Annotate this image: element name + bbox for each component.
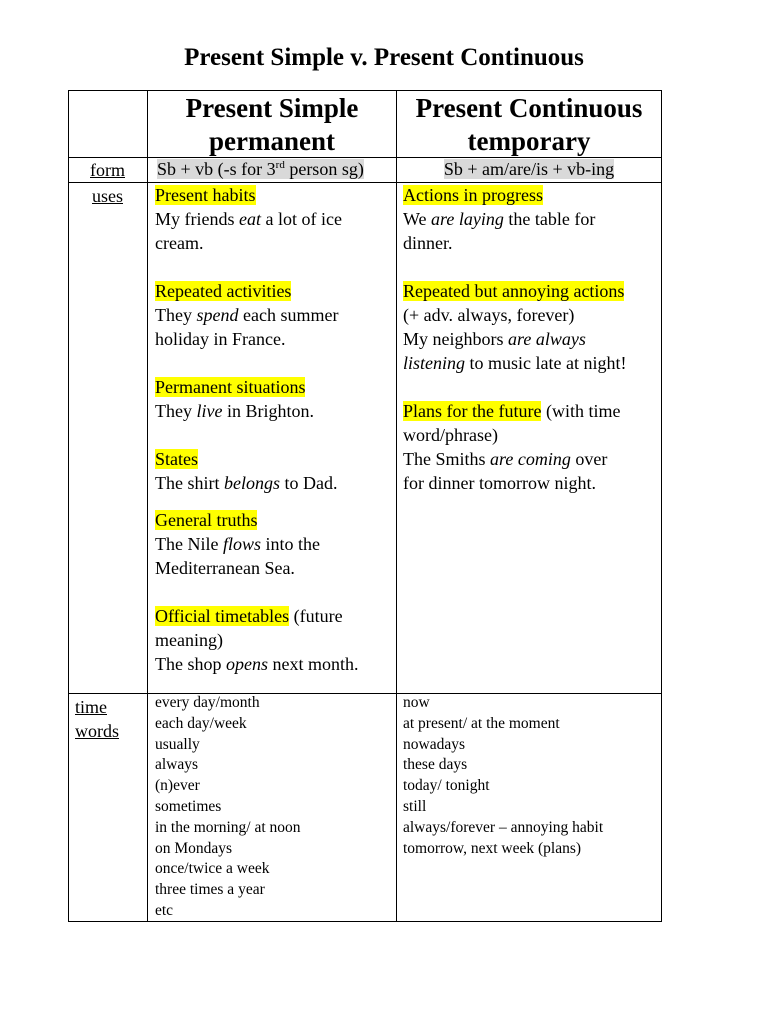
table-border-right — [661, 90, 662, 922]
use-item: Official timetables (future meaning) The shop opens next month. — [155, 606, 359, 674]
time-word: once/twice a week — [155, 860, 270, 878]
table-divider-col1 — [147, 90, 148, 922]
time-word: each day/week — [155, 714, 247, 732]
time-word: nowadays — [403, 735, 465, 753]
time-word: etc — [155, 901, 174, 919]
use-example-cont: listening to music late at night! — [403, 353, 627, 373]
form-simple-text: Sb + vb (-s for 3rd person sg) — [157, 159, 364, 179]
time-word: on Mondays — [155, 839, 233, 857]
form-continuous — [397, 158, 661, 180]
use-example: The Nile flows into the — [155, 534, 320, 554]
header-simple-subtitle: permanent — [209, 126, 335, 156]
row-label-form: form — [90, 160, 125, 180]
time-word: usually — [155, 735, 200, 753]
form-continuous-text: Sb + am/are/is + vb-ing — [443, 159, 615, 179]
use-example-cont: for dinner tomorrow night. — [403, 473, 596, 493]
use-heading: Official timetables — [155, 606, 290, 626]
time-words-simple — [155, 693, 301, 922]
time-word: (n)ever — [155, 777, 200, 795]
use-example-cont: cream. — [155, 233, 204, 253]
header-continuous-subtitle: temporary — [467, 126, 591, 156]
use-item — [403, 279, 626, 375]
row-label-uses: uses — [92, 186, 123, 206]
time-word: tomorrow, next week (plans) — [403, 839, 582, 857]
use-example-cont: Mediterranean Sea. — [155, 558, 295, 578]
use-heading: General truths — [155, 510, 258, 530]
use-heading: States — [155, 449, 198, 469]
use-example: They live in Brighton. — [155, 401, 314, 421]
uses-continuous — [403, 183, 626, 495]
use-item — [403, 183, 626, 255]
form-simple — [157, 158, 364, 180]
time-word: always/forever – annoying habit — [403, 818, 604, 836]
use-example-cont: The shop opens next month. — [155, 654, 359, 674]
table-border-top — [68, 90, 662, 91]
use-item — [155, 375, 359, 423]
use-item — [155, 183, 359, 255]
use-example: The shirt belongs to Dad. — [155, 473, 338, 493]
time-word: today/ tonight — [403, 777, 490, 795]
use-item — [155, 279, 359, 351]
header-present-continuous — [397, 92, 661, 158]
use-heading: Permanent situations — [155, 377, 306, 397]
row-label-time-words: time words — [75, 697, 119, 741]
use-note: word/phrase) — [403, 425, 498, 445]
use-example: meaning) — [155, 630, 223, 650]
use-example: We are laying the table for — [403, 209, 596, 229]
time-words-continuous — [403, 693, 603, 859]
use-heading: Present habits — [155, 185, 256, 205]
header-simple-title: Present Simple — [185, 93, 359, 123]
use-example: My friends eat a lot of ice — [155, 209, 342, 229]
use-heading: Plans for the future — [403, 401, 542, 421]
header-continuous-title: Present Continuous — [415, 93, 643, 123]
time-word: these days — [403, 756, 468, 774]
time-word: always — [155, 756, 199, 774]
time-word: sometimes — [155, 797, 222, 815]
use-example-cont: holiday in France. — [155, 329, 286, 349]
header-present-simple — [148, 92, 396, 158]
use-item — [155, 508, 359, 580]
time-word: still — [403, 797, 427, 815]
use-item — [155, 447, 359, 495]
use-item: Plans for the future (with time word/phrase) The Smiths are coming over for dinner tomorrow night. — [403, 399, 626, 495]
table-divider-col2 — [396, 90, 397, 922]
time-word: in the morning/ at noon — [155, 818, 301, 836]
use-example-cont: dinner. — [403, 233, 453, 253]
use-heading: Repeated but annoying actions — [403, 281, 625, 301]
page-title: Present Simple v. Present Continuous — [184, 44, 584, 71]
uses-simple — [155, 183, 359, 676]
table-border-left — [68, 90, 69, 922]
time-word: at present/ at the moment — [403, 714, 560, 732]
use-heading: Actions in progress — [403, 185, 543, 205]
time-word: every day/month — [155, 694, 260, 711]
use-example: My neighbors are always — [403, 329, 586, 349]
tenses-table — [68, 90, 662, 922]
use-heading: Repeated activities — [155, 281, 292, 301]
time-word: three times a year — [155, 881, 265, 899]
use-example: They spend each summer — [155, 305, 339, 325]
use-note: (+ adv. always, forever) — [403, 305, 575, 325]
use-example: The Smiths are coming over — [403, 449, 608, 469]
time-word: now — [403, 694, 430, 711]
